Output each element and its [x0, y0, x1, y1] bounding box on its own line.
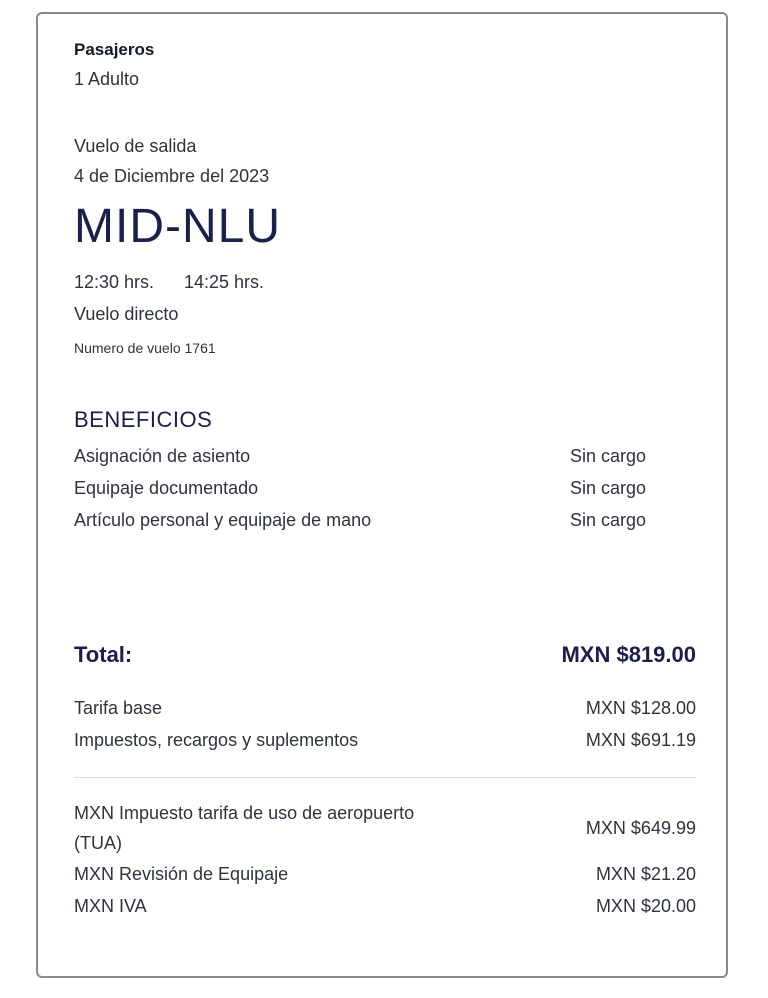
passengers-heading: Pasajeros — [74, 40, 155, 59]
benefit-value: Sin cargo — [570, 478, 647, 498]
total-value: MXN $819.00 — [561, 642, 696, 667]
tax-item-value: MXN $649.99 — [585, 818, 696, 838]
passengers-value: 1 Adulto — [74, 69, 140, 89]
taxes-value: MXN $691.19 — [585, 730, 696, 750]
tax-item-label-line1: MXN Impuesto tarifa de uso de aeropuerto — [74, 803, 415, 823]
benefit-label: Asignación de asiento — [74, 446, 251, 466]
total-label: Total: — [74, 642, 133, 667]
flight-date: 4 de Diciembre del 2023 — [74, 166, 270, 186]
tax-item-label-line1: MXN IVA — [74, 896, 147, 916]
benefit-label: Equipaje documentado — [74, 478, 259, 498]
flight-type: Vuelo directo — [74, 304, 179, 324]
benefits-title: BENEFICIOS — [74, 407, 213, 432]
flight-label: Vuelo de salida — [74, 136, 197, 156]
flight-route: MID-NLU — [74, 200, 281, 253]
benefit-value: Sin cargo — [570, 510, 647, 530]
benefit-label: Artículo personal y equipaje de mano — [74, 510, 372, 530]
tax-item-label-line2: (TUA) — [74, 833, 122, 853]
tax-item-label-line1: MXN Revisión de Equipaje — [74, 864, 289, 884]
benefit-value: Sin cargo — [570, 446, 647, 466]
tax-item-value: MXN $21.20 — [595, 864, 696, 884]
base-fare-value: MXN $128.00 — [585, 698, 696, 718]
tax-item-value: MXN $20.00 — [595, 896, 696, 916]
flight-summary-card — [36, 12, 728, 978]
arrival-time: 14:25 hrs. — [184, 272, 265, 292]
base-fare-label: Tarifa base — [74, 698, 163, 718]
totals-divider — [74, 777, 696, 778]
taxes-label: Impuestos, recargos y suplementos — [74, 730, 359, 750]
flight-number: Numero de vuelo 1761 — [74, 340, 216, 356]
departure-time: 12:30 hrs. — [74, 272, 155, 292]
